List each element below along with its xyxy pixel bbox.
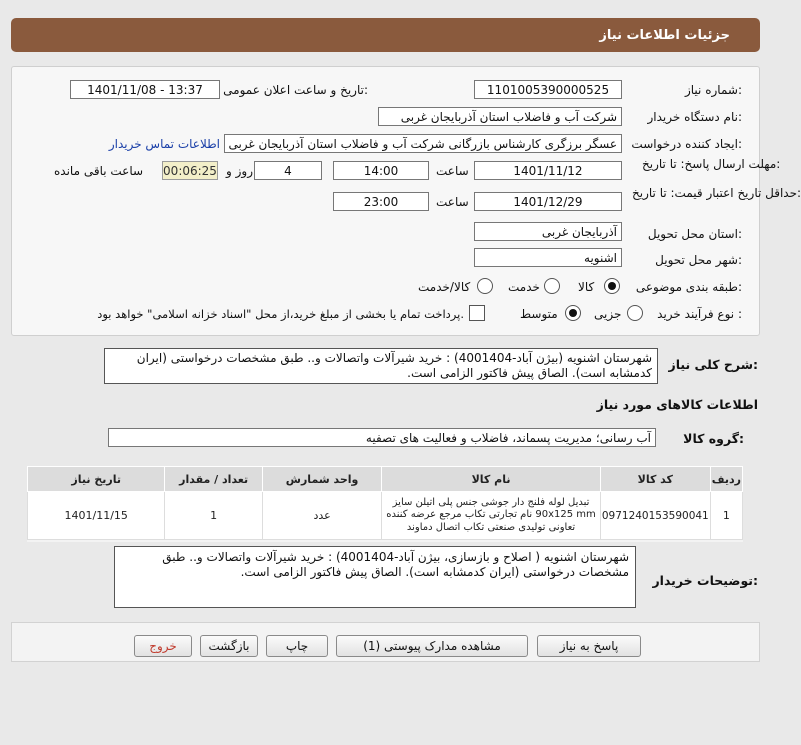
need-number-label: شماره نیاز: (684, 83, 742, 97)
announce-field: 1401/11/08 - 13:37 (70, 80, 220, 99)
remaining-label: ساعت باقی مانده (54, 164, 144, 178)
buyer-org-field: شرکت آب و فاضلاب استان آذربایجان غربی (378, 107, 622, 126)
category-radio-service[interactable] (544, 278, 560, 297)
remaining-timer: 00:06:25 (162, 161, 218, 180)
deadline-time-label: ساعت (436, 164, 469, 178)
col-header-qty: تعداد / مقدار (165, 467, 262, 492)
creator-field: عسگر برزگری کارشناس بازرگانی شرکت آب و فاضلاب استان آذربایجان غربی (224, 134, 622, 153)
cell-qty: 1 (165, 492, 262, 540)
announce-label: تاریخ و ساعت اعلان عمومی: (223, 83, 368, 97)
goods-group-field: آب رسانی؛ مدیریت پسماند، فاضلاب و فعالیت های تصفیه (108, 428, 656, 447)
need-number-field: 1101005390000525 (474, 80, 622, 99)
category-option-service: خدمت (508, 280, 540, 294)
treasury-payment-checkbox[interactable] (469, 305, 485, 321)
contact-info-link[interactable]: اطلاعات تماس خریدار (108, 137, 220, 151)
goods-group-label: گروه کالا: (683, 431, 744, 446)
items-table-wrap (27, 466, 743, 542)
category-radio-goods[interactable] (604, 278, 620, 297)
cell-unit: عدد (262, 492, 381, 540)
col-header-code: کد کالا (600, 467, 710, 492)
province-label: استان محل تحویل: (647, 227, 742, 241)
col-header-row: ردیف (710, 467, 742, 492)
province-field: آذربایجان غربی (474, 222, 622, 241)
cell-date: 1401/11/15 (28, 492, 165, 540)
deadline-date-field: 1401/11/12 (474, 161, 622, 180)
page-header (11, 18, 760, 52)
cell-row: 1 (710, 492, 742, 540)
city-label: شهر محل تحویل: (655, 253, 742, 267)
category-option-goods: کالا (578, 280, 595, 294)
view-attachments-button[interactable]: مشاهده مدارک پیوستی (1) (336, 635, 528, 657)
city-field: اشنویه (474, 248, 622, 267)
summary-label: شرح کلی نیاز: (668, 357, 758, 372)
days-field: 4 (254, 161, 322, 180)
summary-text: شهرستان اشنویه (بیژن آباد-4001404) : خرید شیرآلات واتصالات و.. طبق مشخصات درخواستی (ایران کدمشابه است). الصاق پیش فاکتور الزامی است. (104, 348, 658, 384)
buyer-notes-label: توضیحات خریدار: (652, 573, 758, 588)
creator-label: ایجاد کننده درخواست: (631, 137, 742, 151)
page-title: جزئیات اطلاعات نیاز (599, 27, 730, 43)
min-validity-label: حداقل تاریخ اعتبار قیمت: تا تاریخ: (632, 186, 801, 200)
deadline-label: مهلت ارسال پاسخ: تا تاریخ: (642, 157, 781, 171)
cell-code: 0971240153590041 (600, 492, 710, 540)
purchase-option-minor: جزیی (594, 307, 622, 321)
reply-button[interactable]: پاسخ به نیاز (537, 635, 641, 657)
purchase-radio-minor[interactable] (627, 305, 643, 324)
col-header-name: نام کالا (382, 467, 601, 492)
back-button[interactable]: بازگشت (200, 635, 258, 657)
validity-time-field: 23:00 (333, 192, 429, 211)
table-row (28, 492, 743, 540)
deadline-time-field: 14:00 (333, 161, 429, 180)
category-option-both: کالا/خدمت (418, 280, 471, 294)
print-button[interactable]: چاپ (266, 635, 328, 657)
cell-name: تبدیل لوله فلنج دار جوشی جنس پلی اتیلن سایز 90x125 mm نام تجارتی تکاب مرجع عرضه کننده تعاونی تولیدی صنعتی تکاب اتصال دماوند (382, 492, 601, 540)
days-label: روز و (226, 164, 253, 178)
validity-time-label: ساعت (436, 195, 469, 209)
category-radio-both[interactable] (477, 278, 493, 297)
purchase-option-medium: متوسط (520, 307, 558, 321)
exit-button[interactable]: خروج (134, 635, 192, 657)
col-header-unit: واحد شمارش (262, 467, 381, 492)
purchase-type-label: نوع فرآیند خرید : (657, 307, 742, 321)
purchase-radio-medium[interactable] (565, 305, 581, 324)
items-table (27, 466, 743, 540)
buyer-notes-text: شهرستان اشنویه ( اصلاح و بازسازی، بیژن آباد-4001404) : خرید شیرآلات واتصالات و.. طبق مشخصات درخواستی (ایران کدمشابه است). الصاق پیش فاکتور الزامی است. (114, 546, 636, 608)
goods-section-title: اطلاعات کالاهای مورد نیاز (596, 397, 758, 412)
validity-date-field: 1401/12/29 (474, 192, 622, 211)
category-label: طبقه بندی موضوعی: (635, 280, 742, 294)
col-header-date: تاریخ نیاز (28, 467, 165, 492)
buyer-org-label: نام دستگاه خریدار: (647, 110, 742, 124)
treasury-payment-note: پرداخت تمام یا بخشی از مبلغ خرید،از محل "اسناد خزانه اسلامی" خواهد بود. (97, 307, 464, 321)
